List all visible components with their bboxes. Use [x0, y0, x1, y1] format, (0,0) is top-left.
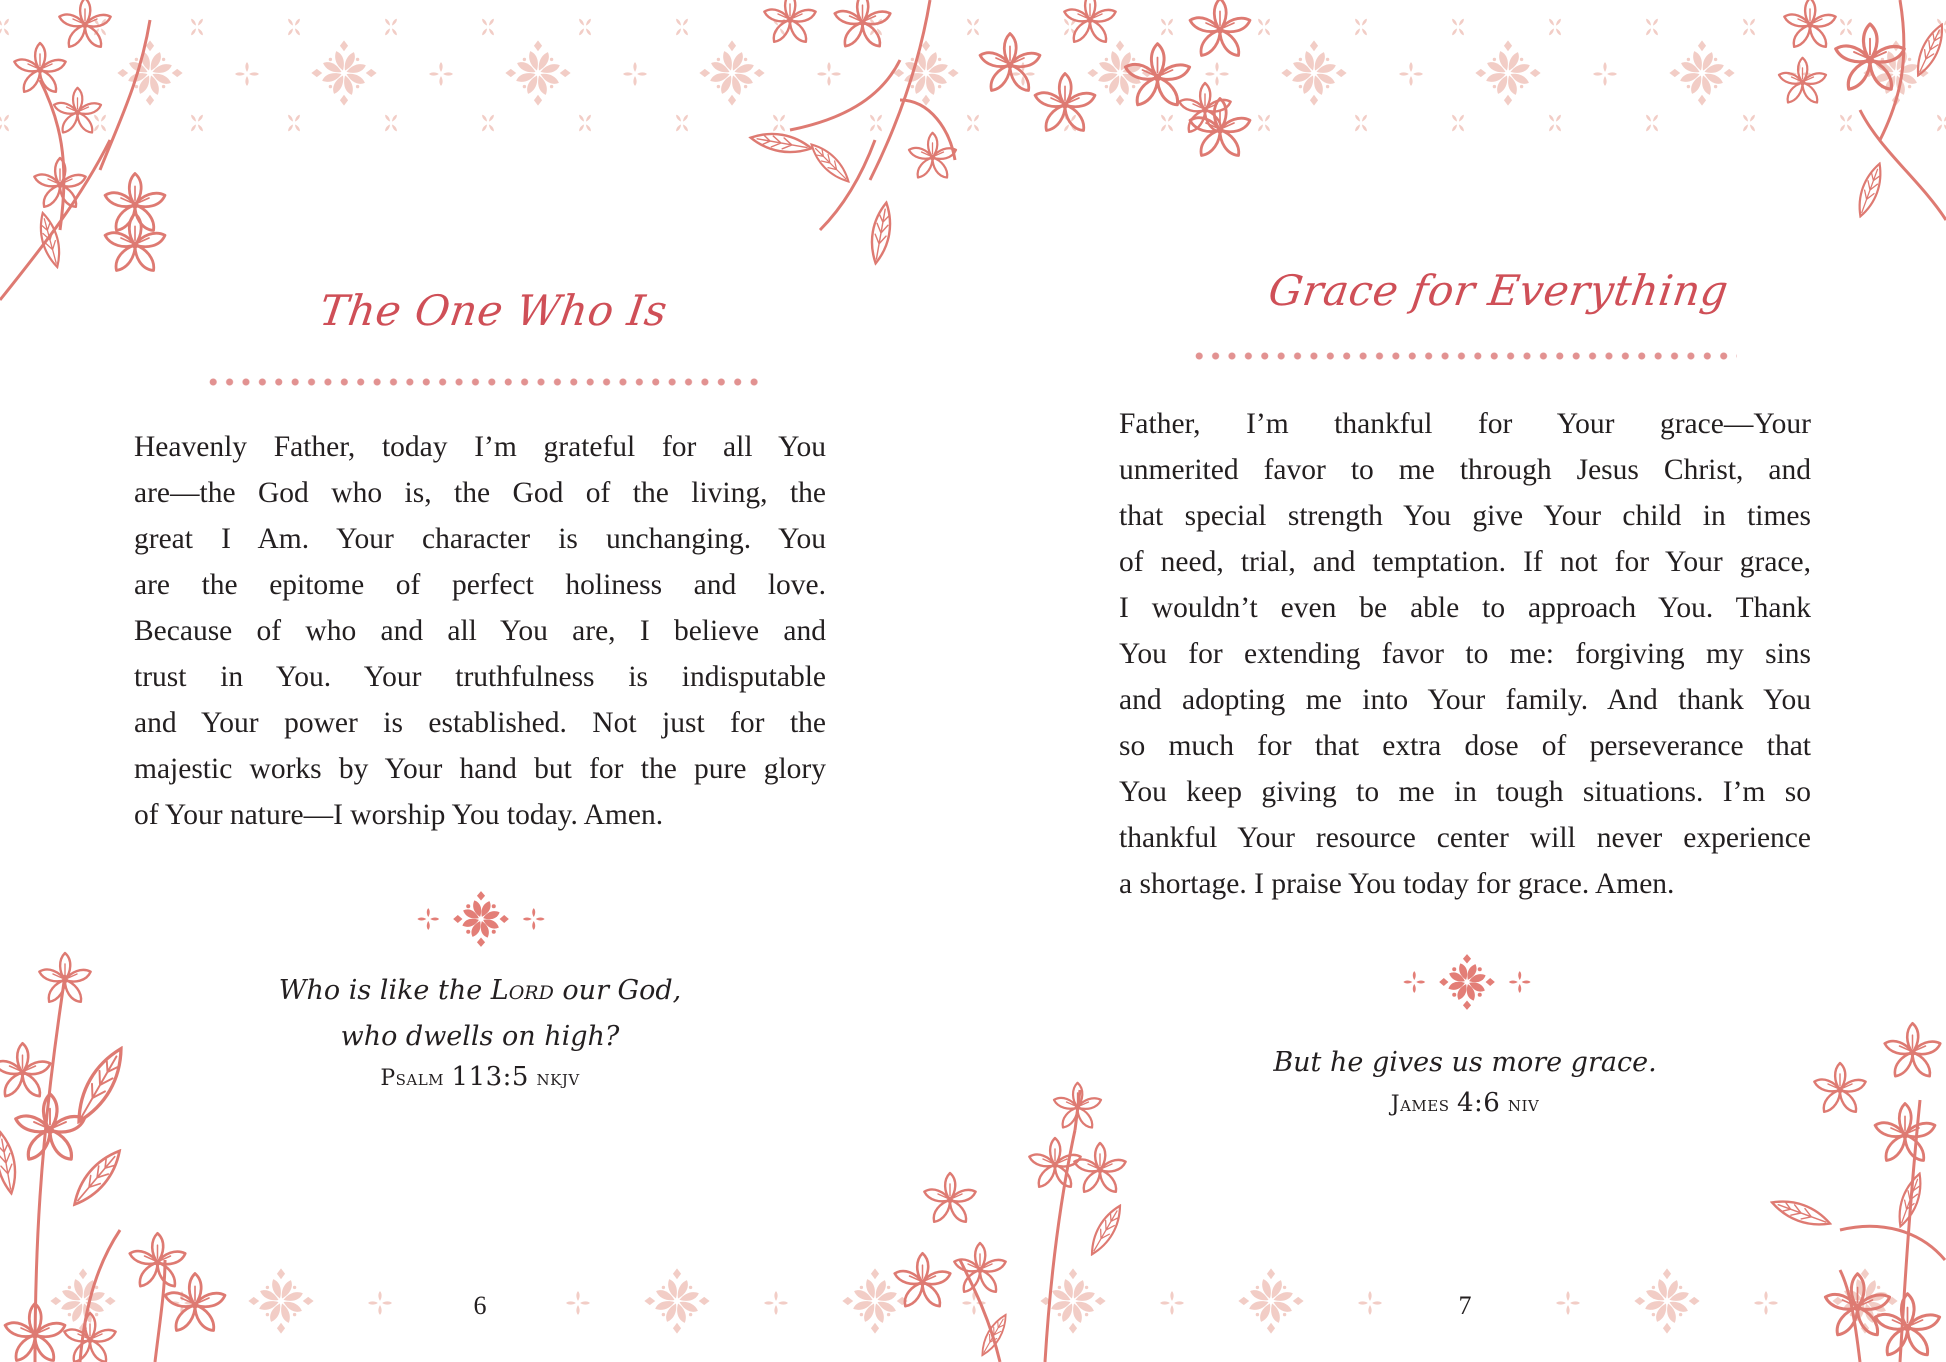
- flower-ornament-icon: [401, 890, 561, 948]
- prayer-line: great I Am. Your character is unchanging. You: [134, 523, 826, 555]
- page-number: 6: [473, 1291, 487, 1320]
- page-number: 7: [1458, 1291, 1472, 1320]
- prayer-line: Because of who and all You are, I believe and: [134, 615, 826, 647]
- prayer-line: You keep giving to me in tough situations. I’m so: [1119, 776, 1811, 808]
- right-scripture-verse: [1165, 1040, 1765, 1122]
- prayer-line: that special strength You give Your child in times: [1119, 500, 1811, 532]
- prayer-line: of Your nature—I worship You today. Amen.: [134, 799, 664, 831]
- prayer-line: You for extending favor to me: forgiving my sins: [1119, 638, 1811, 670]
- prayer-line: majestic works by Your hand but for the pure glory: [134, 753, 826, 785]
- prayer-line: a shortage. I praise You today for grace. Amen.: [1119, 868, 1675, 900]
- prayer-line: trust in You. Your truthfulness is indisputable: [134, 661, 826, 693]
- verse-line-1: But he gives us more grace.: [1273, 1047, 1657, 1078]
- left-scripture-verse: [180, 968, 780, 1096]
- prayer-line: of need, trial, and temptation. If not for Your grace,: [1119, 546, 1811, 578]
- right-prayer-text: [1119, 401, 1811, 907]
- verse-line-2: who dwells on high?: [340, 1021, 620, 1052]
- left-prayer-text: [134, 424, 826, 838]
- prayer-line: I wouldn’t even be able to approach You. Thank: [1119, 592, 1811, 624]
- prayer-line: unmerited favor to me through Jesus Christ, and: [1119, 454, 1811, 486]
- right-page: [973, 0, 1946, 1362]
- title-divider-dots: [205, 378, 763, 386]
- prayer-line: are the epitome of perfect holiness and love.: [134, 569, 826, 601]
- flower-ornament-icon: [1387, 953, 1547, 1011]
- prayer-line: so much for that extra dose of perseverance that: [1119, 730, 1811, 762]
- prayer-line: and Your power is established. Not just for the: [134, 707, 826, 739]
- prayer-line: Father, I’m thankful for Your grace—Your: [1119, 408, 1811, 440]
- verse-reference: James 4:6 niv: [1390, 1088, 1540, 1118]
- left-page-title: The One Who Is: [316, 286, 671, 335]
- verse-line-1: Who is like the Lord our God,: [278, 975, 682, 1006]
- prayer-line: are—the God who is, the God of the living, the: [134, 477, 826, 509]
- prayer-line: thankful Your resource center will never experience: [1119, 822, 1811, 854]
- verse-reference: Psalm 113:5 nkjv: [380, 1062, 580, 1092]
- prayer-line: Heavenly Father, today I’m grateful for all You: [134, 431, 826, 463]
- title-divider-dots: [1191, 352, 1737, 360]
- prayer-line: and adopting me into Your family. And thank You: [1119, 684, 1811, 716]
- right-page-title: Grace for Everything: [1265, 266, 1732, 315]
